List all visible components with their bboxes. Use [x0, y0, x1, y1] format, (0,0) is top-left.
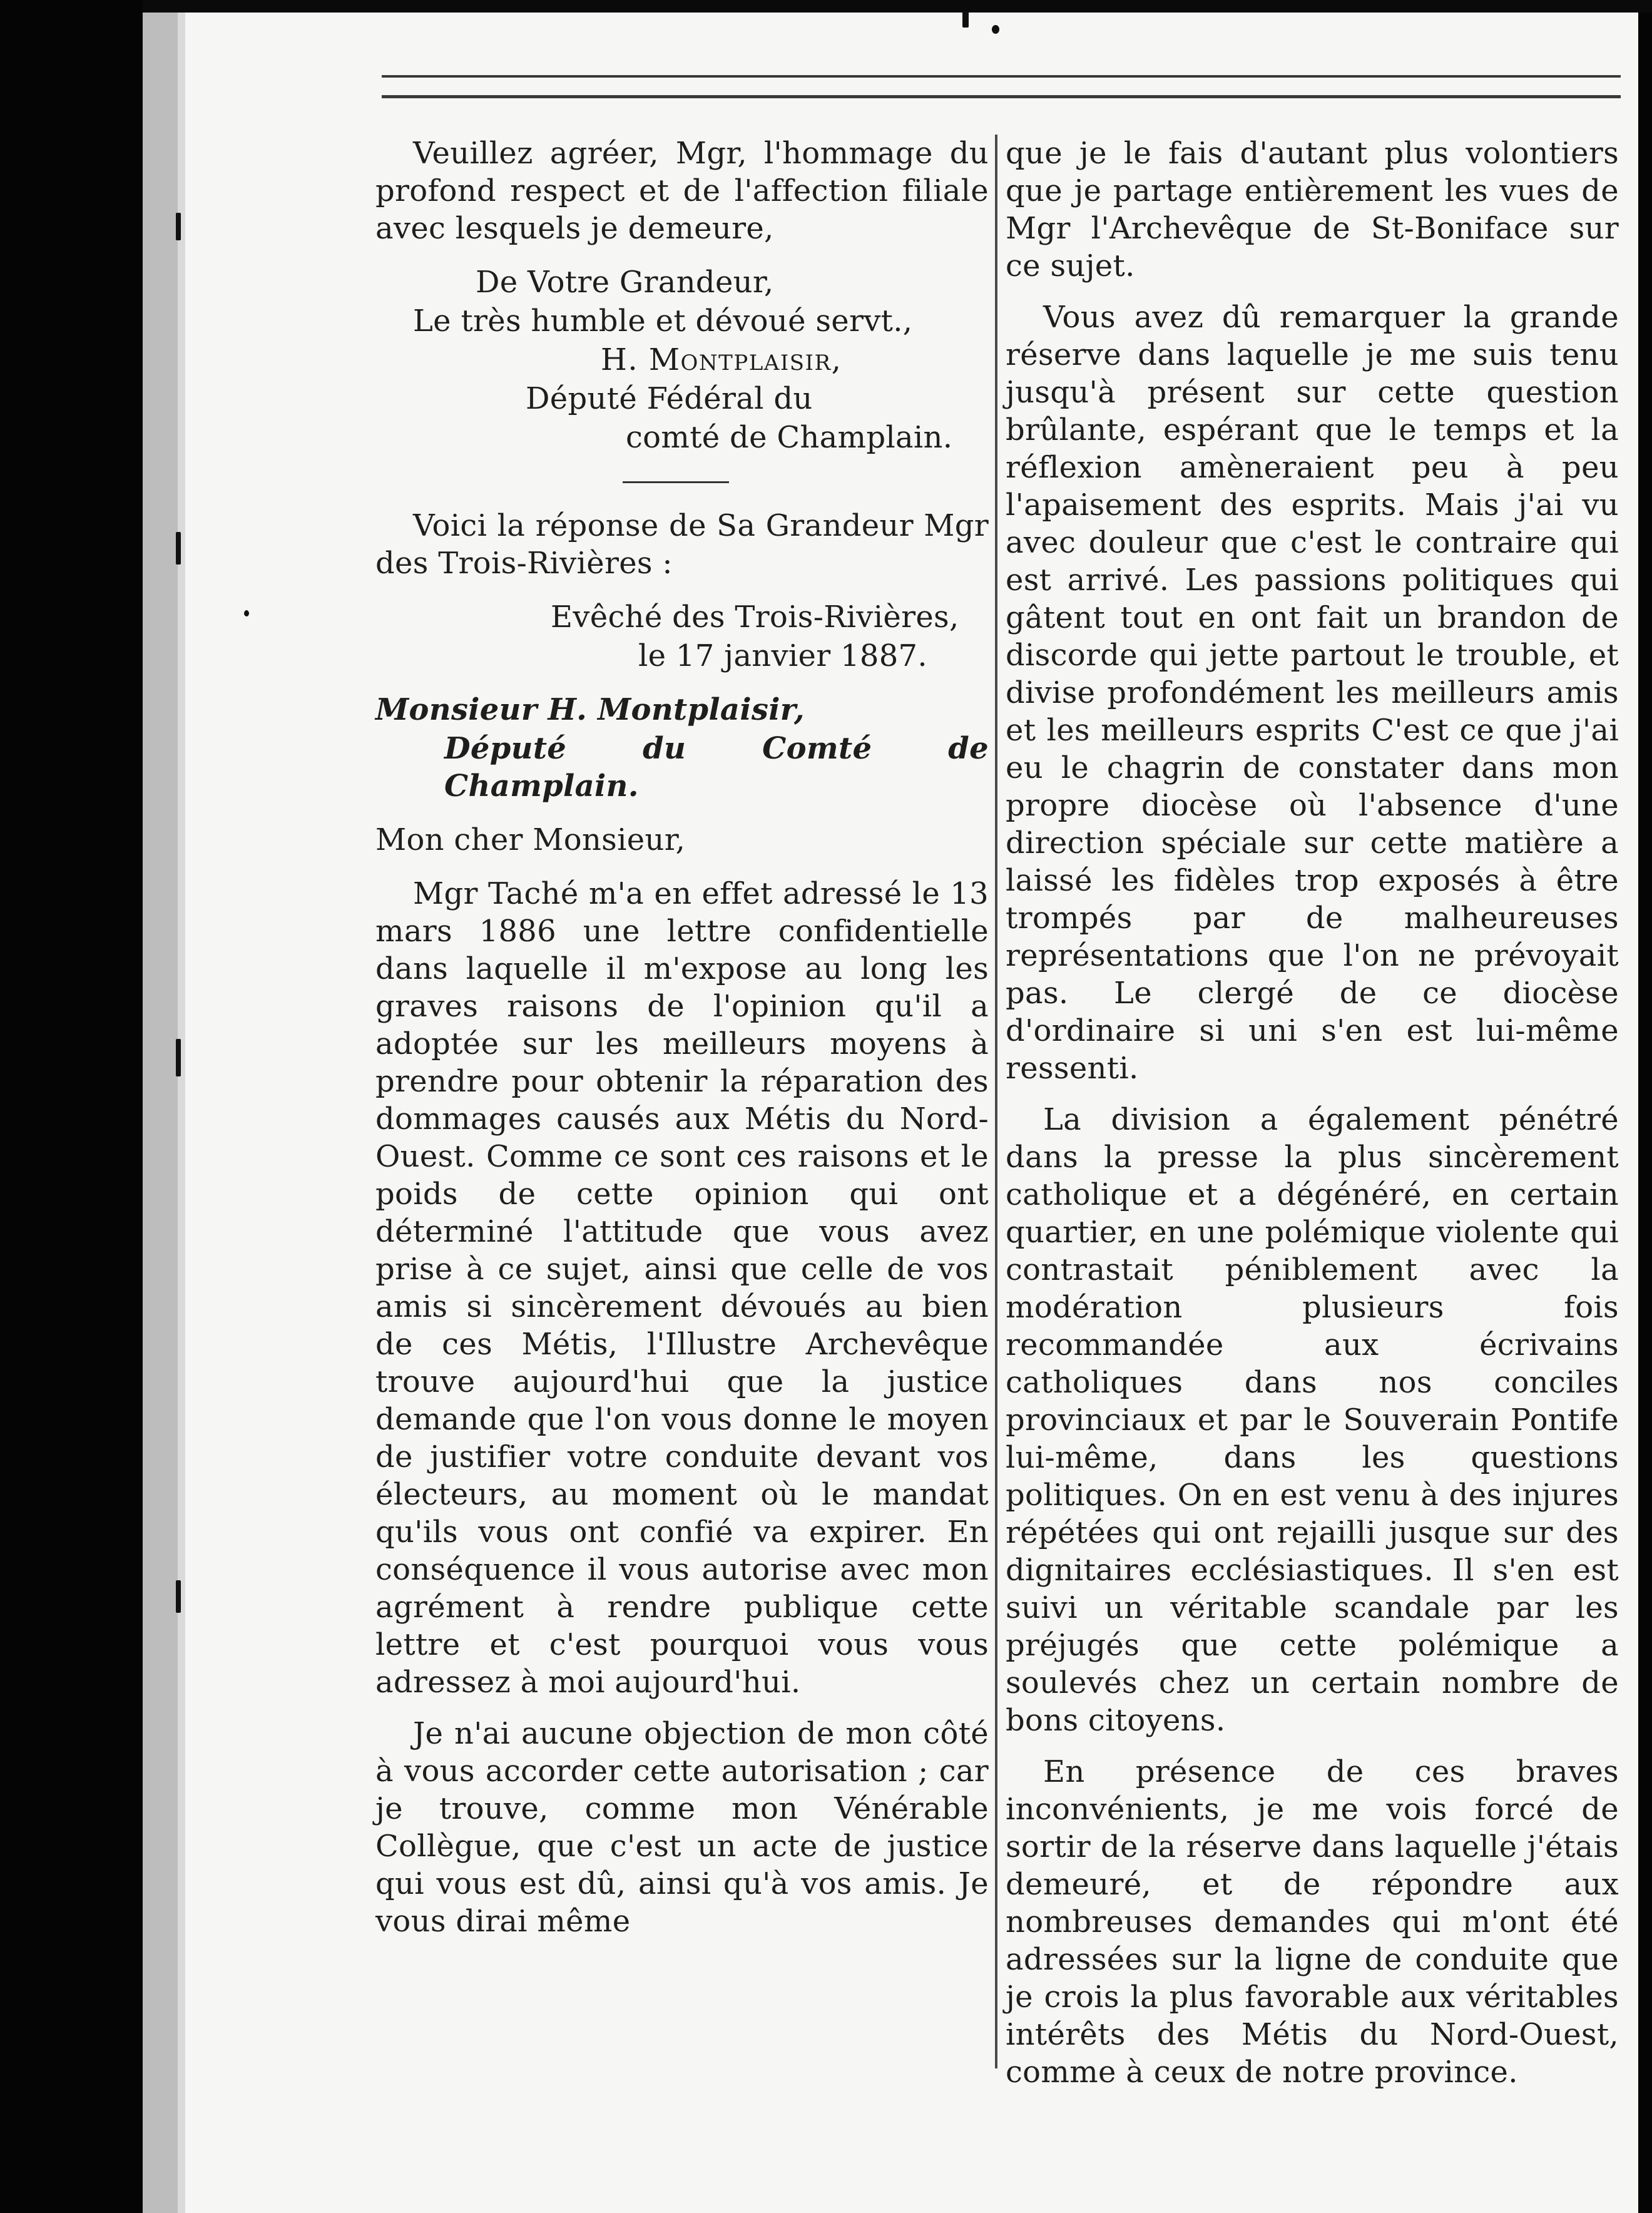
body-paragraph: En présence de ces braves inconvénients, je me vois forcé de sortir de la réserve dans laquelle j'étais demeuré, et de répondre aux nombreuses demandes qui m'ont été adressées sur la ligne de conduite que je crois la plus favorable aux véritables intérêts des Métis du Nord-Ouest, comme à ceux de notre province. [1006, 1754, 1619, 2090]
body-paragraph-continued: que je le fais d'autant plus volontiers que je partage entièrement les vues de Mgr l'Archevêque de St-Boniface sur ce sujet. [1006, 136, 1619, 284]
scan-speck [176, 213, 181, 240]
section-divider [623, 481, 729, 483]
closing-formula: De Votre Grandeur, [476, 265, 774, 300]
letter-salutation: Mon cher Monsieur, [375, 822, 686, 857]
header-rule [382, 75, 1621, 78]
body-paragraph: La division a également pénétré dans la presse la plus sincèrement catholique et a dégénéré, en certain quartier, en une polémique violente qui contrastait péniblement avec la modération plusieurs fois recommandée aux écrivains catholiques dans nos conciles provinciaux et par le Souverain Pontife lui-même, dans les questions politiques. On en est venu à des injures répétées qui ont rejailli jusque sur des dignitaires ecclésiastiques. Il s'en est suivi un véritable scandale par les préjugés que cette polémique a soulevés chez un certain nombre de bons citoyens. [1006, 1102, 1619, 1738]
letter-date: le 17 janvier 1887. [638, 638, 927, 673]
closing-formula: Le très humble et dévoué servt., [413, 304, 913, 339]
body-paragraph: Je n'ai aucune objection de mon côté à vous accorder cette autorisation ; car je trouve, comme mon Vénérable Collègue, que c'est un acte de justice qui vous est dû, ainsi qu'à vos amis. Je vous dirai même [375, 1716, 989, 1939]
letter-addressee: Monsieur H. Montplaisir, [375, 692, 805, 727]
scan-speck [176, 1039, 181, 1076]
scan-speck [992, 25, 999, 34]
letter-addressee-title: Député du Comté de Champlain. [444, 731, 989, 804]
film-border-top [143, 0, 1652, 13]
signature-name: H. Montplaisir, [601, 342, 842, 377]
closing-line: Veuillez agréer, Mgr, l'hommage du profond respect et de l'affection filiale avec lesquels je demeure, [375, 136, 989, 246]
letter-place: Evêché des Trois-Rivières, [551, 600, 959, 635]
scan-speck [176, 1580, 181, 1613]
intro-paragraph: Voici la réponse de Sa Grandeur Mgr des Trois-Rivières : [375, 508, 989, 581]
column-separator [995, 135, 997, 2068]
signature-title: Député Fédéral du [526, 381, 813, 416]
right-column [1006, 135, 1619, 2091]
scan-speck [176, 532, 181, 565]
signature-title: comté de Champlain. [626, 420, 953, 455]
film-gray-band [143, 0, 178, 2213]
left-column [375, 135, 989, 1940]
scan-speck [244, 610, 249, 616]
film-border-right [1638, 0, 1652, 2213]
body-paragraph: Mgr Taché m'a en effet adressé le 13 mars 1886 une lettre confidentielle dans laquelle il m'expose au long les graves raisons de l'opinion qu'il a adoptée sur les meilleurs moyens à prendre pour obtenir la réparation des dommages causés aux Métis du Nord-Ouest. Comme ce sont ces raisons et le poids de cette opinion qui ont déterminé l'attitude que vous avez prise à ce sujet, ainsi que celle de vos amis si sincèrement dévoués au bien de ces Métis, l'Illustre Archevêque trouve aujourd'hui que la justice demande que l'on vous donne le moyen de justifier votre conduite devant vos électeurs, au moment où le mandat qu'ils vous ont confié va expirer. En conséquence il vous autorise avec mon agrément à rendre publique cette lettre et c'est pourquoi vous vous adressez à moi aujourd'hui. [375, 876, 989, 1700]
film-border-left [0, 0, 143, 2213]
scan-speck [962, 11, 969, 28]
page-edge-strip [178, 0, 185, 2213]
header-rule [382, 95, 1621, 98]
body-paragraph: Vous avez dû remarquer la grande réserve dans laquelle je me suis tenu jusqu'à présent sur cette question brûlante, espérant que le temps et la réflexion amèneraient peu à peu l'apaisement des esprits. Mais j'ai vu avec douleur que c'est le contraire qui est arrivé. Les passions politiques qui gâtent tout en ont fait un brandon de discorde qui jette partout le trouble, et divise profondément les meilleurs amis et les meilleurs esprits C'est ce que j'ai eu le chagrin de constater dans mon propre diocèse où l'absence d'une direction spéciale sur cette matière a laissé les fidèles trop exposés à être trompés par de malheureuses représentations que l'on ne prévoyait pas. Le clergé de ce diocèse d'ordinaire si uni s'en est lui-même ressenti. [1006, 300, 1619, 1086]
